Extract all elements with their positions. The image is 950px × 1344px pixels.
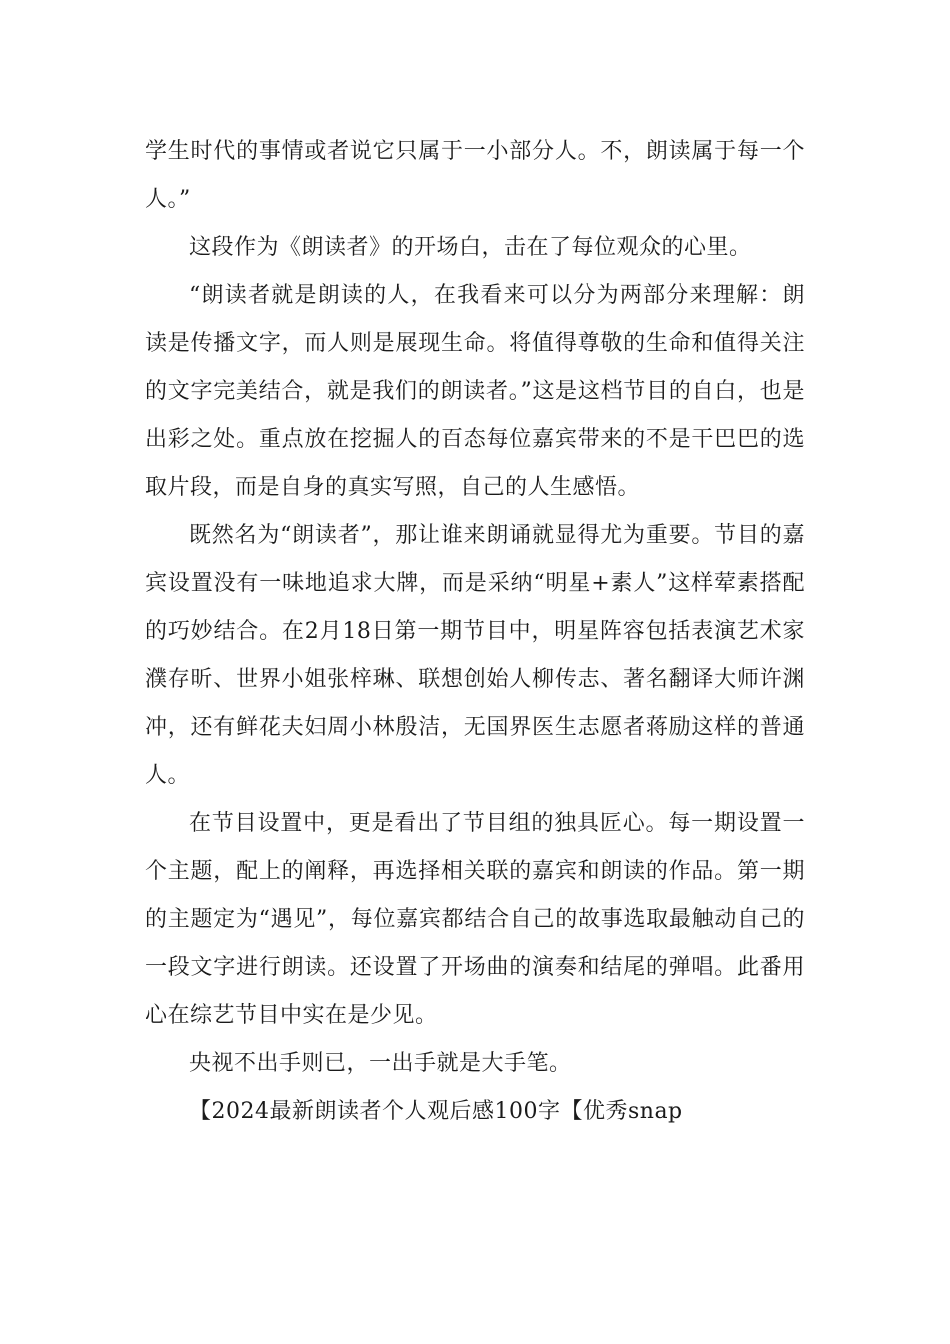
paragraph-cctv-remark: 央视不出手则已，一出手就是大手笔。: [189, 1051, 572, 1076]
paragraph-guest-selection: 既然名为“朗读者”，那让谁来朗诵就显得尤为重要。节目的嘉宾设置没有一味地追求大牌，而是采纳“明星+素人”这样荤素搭配的巧妙结合。在2月18日第一期节目中，明星阵容包括表演艺术家濮存昕、世界小姐张梓琳、联想创始人柳传志、著名翻译大师许渊冲，还有鲜花夫妇周小林殷洁，无国界医生志愿者蒋励这样的普通人。: [145, 523, 805, 788]
paragraph-next-title: 【2024最新朗读者个人观后感100字【优秀snap: [189, 1099, 683, 1124]
paragraph-program-self-statement: “朗读者就是朗读的人，在我看来可以分为两部分来理解：朗读是传播文字，而人则是展现生命。将值得尊敬的生命和值得关注的文字完美结合，就是我们的朗读者。”这是这档节目的自白，也是出彩之处。重点放在挖掘人的百态每位嘉宾带来的不是干巴巴的选取片段，而是自身的真实写照，自己的人生感悟。: [145, 283, 805, 500]
paragraph-continuation: 学生时代的事情或者说它只属于一小部分人。不，朗读属于每一个人。”: [145, 139, 805, 212]
paragraph-opening-remark: 这段作为《朗读者》的开场白，击在了每位观众的心里。: [189, 235, 752, 260]
document-body: [145, 128, 805, 1136]
paragraph-program-design: 在节目设置中，更是看出了节目组的独具匠心。每一期设置一个主题，配上的阐释，再选择相关联的嘉宾和朗读的作品。第一期的主题定为“遇见”，每位嘉宾都结合自己的故事选取最触动自己的一段文字进行朗读。还设置了开场曲的演奏和结尾的弹唱。此番用心在综艺节目中实在是少见。: [145, 811, 805, 1028]
